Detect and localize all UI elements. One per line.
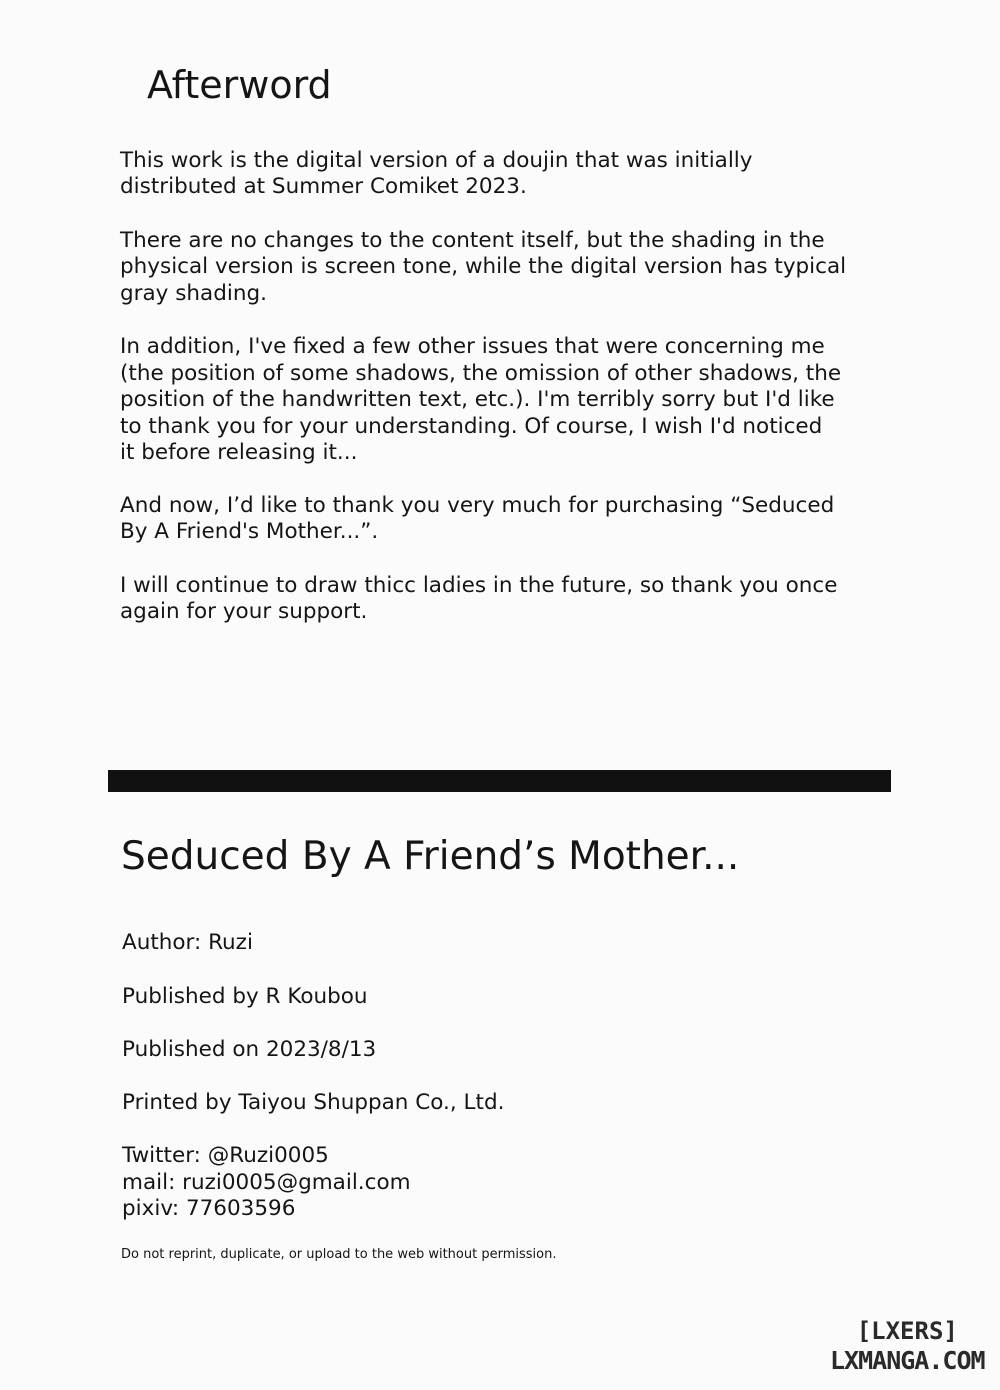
paragraph-line: (the position of some shadows, the omission of other shadows, the [120,361,842,386]
watermark-line1: [LXERS] [856,1317,958,1345]
paragraph-line: In addition, I've fixed a few other issues that were concerning me [120,334,825,359]
paragraph-line: again for your support. [120,599,368,624]
book-title: Seduced By A Friend’s Mother... [121,834,740,879]
divider-bar [108,770,891,792]
paragraph-line: to thank you for your understanding. Of course, I wish I'd noticed [120,414,823,439]
twitter: Twitter: @Ruzi0005 [122,1143,329,1168]
afterword-title: Afterword [147,63,332,107]
paragraph-line: I will continue to draw thicc ladies in the future, so thank you once [120,573,838,598]
watermark [830,1316,985,1376]
paragraph-line: physical version is screen tone, while the digital version has typical [120,254,847,279]
pixiv: pixiv: 77603596 [122,1196,296,1221]
printer: Printed by Taiyou Shuppan Co., Ltd. [122,1090,505,1115]
watermark-line2: LXMANGA.COM [830,1346,985,1375]
author: Author: Ruzi [122,930,253,955]
copyright-notice: Do not reprint, duplicate, or upload to the web without permission. [121,1247,557,1262]
publisher: Published by R Koubou [122,984,368,1009]
paragraph-line: By A Friend's Mother...”. [120,519,379,544]
paragraph-line: it before releasing it... [120,440,358,465]
paragraph-line: And now, I’d like to thank you very much for purchasing “Seduced [120,493,835,518]
mail: mail: ruzi0005@gmail.com [122,1170,411,1195]
paragraph-line: This work is the digital version of a doujin that was initially [120,148,753,173]
publish-date: Published on 2023/8/13 [122,1037,377,1062]
paragraph-line: gray shading. [120,281,267,306]
paragraph-line: There are no changes to the content itself, but the shading in the [120,228,825,253]
paragraph-line: position of the handwritten text, etc.). I'm terribly sorry but I'd like [120,387,835,412]
paragraph-line: distributed at Summer Comiket 2023. [120,174,527,199]
